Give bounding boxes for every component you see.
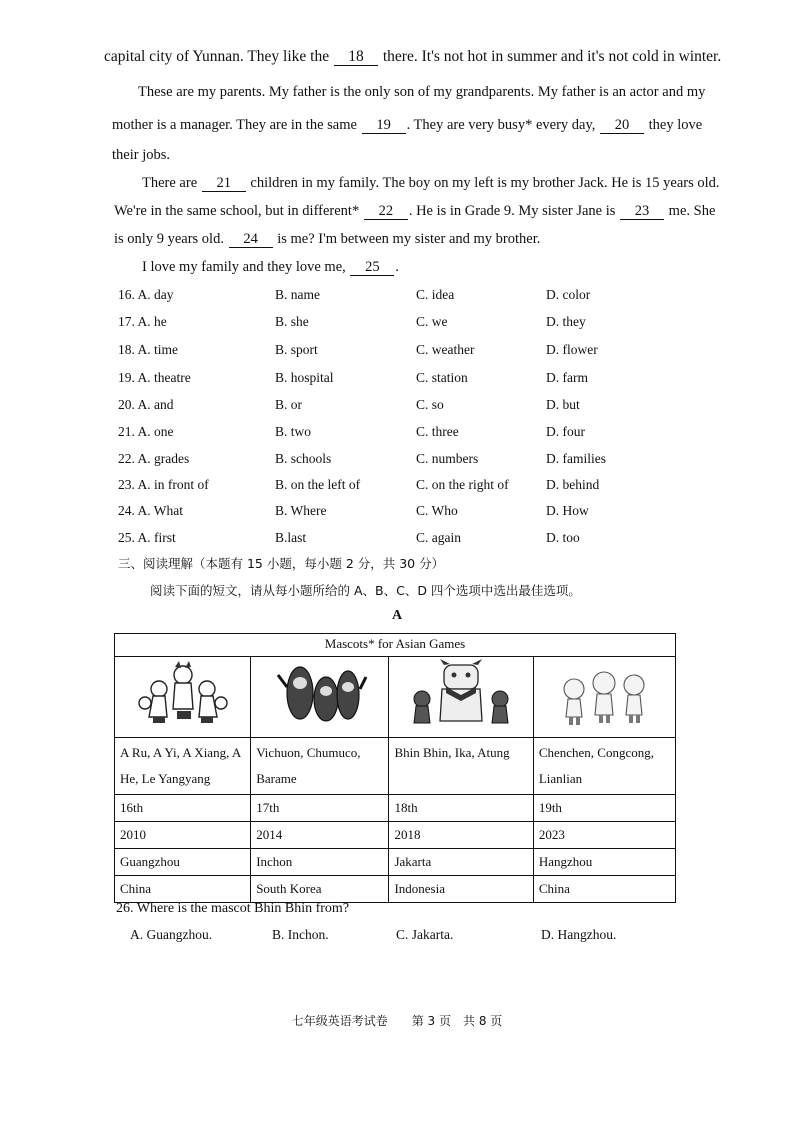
edition-cell: 17th [251,795,389,822]
year-cell: 2018 [389,822,533,849]
option-b: B. she [275,314,309,329]
year-cell: 2023 [533,822,675,849]
mascot-image-cell [389,657,533,738]
edition-cell: 18th [389,795,533,822]
blank-21: 21 [202,175,246,192]
country-cell: South Korea [251,876,389,903]
option-c: C. three [416,424,459,439]
option-b: B. Where [275,503,327,518]
passage-line-7: is only 9 years old. 24 is me? I'm between my sister and my brother. [114,231,541,247]
country-cell: China [115,876,251,903]
q26-option-c: C. Jakarta. [396,927,454,942]
passage-line-4: their jobs. [112,147,170,163]
passage-line-6: We're in the same school, but in different* 22 . He is in Grade 9. My sister Jane is 23 me. She [114,203,716,219]
option-a: 18. A. time [118,342,178,357]
option-b: B. hospital [275,370,334,385]
blank-24: 24 [229,231,273,248]
option-b: B. on the left of [275,477,361,492]
country-cell: Indonesia [389,876,533,903]
mascot-names-cell: A Ru, A Yi, A Xiang, A He, Le Yangyang [115,738,251,795]
option-d: D. How [546,503,589,518]
option-d: D. behind [546,477,600,492]
option-d: D. farm [546,370,588,385]
blank-23: 23 [620,203,664,220]
edition-cell: 19th [533,795,675,822]
option-d: D. four [546,424,585,439]
section-heading: 三、阅读理解（本题有 15 小题，每小题 2 分，共 30 分） [118,556,445,571]
blank-18: 18 [334,49,378,66]
option-a: 24. A. What [118,503,183,518]
guangzhou-mascots-image [135,659,231,729]
option-c: C. Who [416,503,458,518]
city-cell: Inchon [251,849,389,876]
option-a: 16. A. day [118,287,174,302]
option-a: 19. A. theatre [118,370,191,385]
blank-25: 25 [350,259,394,276]
question-26-stem: 26. Where is the mascot Bhin Bhin from? [116,901,350,916]
mascot-names-cell: Chenchen, Congcong, Lianlian [533,738,675,795]
city-cell: Guangzhou [115,849,251,876]
option-b: B. sport [275,342,318,357]
mascot-names-cell: Vichuon, Chumuco, Barame [251,738,389,795]
option-c: C. on the right of [416,477,509,492]
mascot-image-cell [251,657,389,738]
q26-option-a: A. Guangzhou. [130,927,213,942]
section-instruction: 阅读下面的短文，请从每小题所给的 A、B、C、D 四个选项中选出最佳选项。 [150,583,581,598]
passage-line-2: These are my parents. My father is the only son of my grandparents. My father is an actor and my [138,84,706,100]
table-title: Mascots* for Asian Games [115,634,676,657]
mascot-image-cell [115,657,251,738]
blank-19: 19 [362,117,406,134]
option-d: D. flower [546,342,598,357]
q26-option-d: D. Hangzhou. [541,927,617,942]
option-d: D. they [546,314,586,329]
option-c: C. again [416,530,461,545]
passage-line-3: mother is a manager. They are in the same 19 . They are very busy* every day, 20 they love [112,117,703,133]
passage-line-5: There are 21 children in my family. The boy on my left is my brother Jack. He is 15 years old. [142,175,720,191]
option-a: 22. A. grades [118,451,190,466]
hangzhou-mascots-image [554,659,654,729]
blank-22: 22 [364,203,408,220]
mascot-image-cell [533,657,675,738]
passage-label: A [391,608,403,623]
inchon-mascots-image [270,659,370,729]
edition-cell: 16th [115,795,251,822]
blank-20: 20 [600,117,644,134]
mascot-table [114,633,676,903]
option-c: C. so [416,397,444,412]
option-b: B.last [275,530,307,545]
option-a: 20. A. and [118,397,174,412]
year-cell: 2010 [115,822,251,849]
option-c: C. numbers [416,451,479,466]
option-a: 25. A. first [118,530,176,545]
option-d: D. too [546,530,580,545]
option-d: D. families [546,451,606,466]
jakarta-mascots-image [406,659,516,729]
page-footer: 七年级英语考试卷 第 3 页 共 8 页 [291,1014,503,1028]
option-b: B. or [275,397,302,412]
option-d: D. but [546,397,580,412]
option-b: B. two [275,424,312,439]
option-c: C. idea [416,287,455,302]
mascot-names-cell: Bhin Bhin, Ika, Atung [389,738,533,795]
passage-line-8: I love my family and they love me, 25 . [142,259,400,275]
option-a: 21. A. one [118,424,174,439]
option-a: 23. A. in front of [118,477,209,492]
option-c: C. weather [416,342,475,357]
q26-option-b: B. Inchon. [272,927,329,942]
country-cell: China [533,876,675,903]
option-b: B. name [275,287,320,302]
option-b: B. schools [275,451,332,466]
year-cell: 2014 [251,822,389,849]
city-cell: Jakarta [389,849,533,876]
option-d: D. color [546,287,591,302]
option-c: C. we [416,314,448,329]
passage-line-1: capital city of Yunnan. They like the 18 there. It's not hot in summer and it's not cold in winter. [104,48,722,65]
option-a: 17. A. he [118,314,167,329]
option-c: C. station [416,370,468,385]
city-cell: Hangzhou [533,849,675,876]
